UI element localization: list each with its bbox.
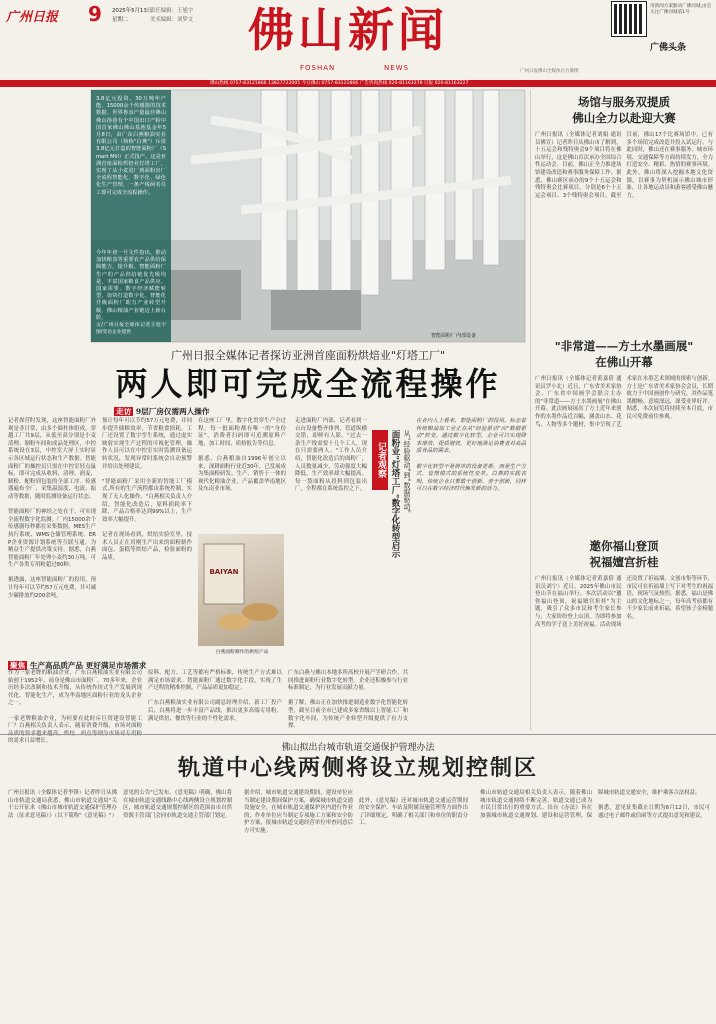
bag-caption: 白燕面粉制作的烘焙产品 (215, 650, 269, 655)
sidebar-tag: 记者观察 (372, 430, 388, 490)
sub2-title: 生产高品质产品 更好满足市场需求 (29, 661, 147, 670)
bottom-col1: 广州日报讯（全媒体记者李锋）记者昨日从佛山市轨道交通局获悉，佛山市轨道交通局"关于公开征求《佛山市城市轨道交通保护管理办法（征求意见稿）》（以下简称"《意见稿》"）意见的公告"已发布。《意见稿》明确，佛山将在城市轨道交通线路中心线两侧设立规划控制区，城市轨道交通规划控制区的范围由市自然资源主管部门会同市轨道交通主管部门划定。 (8, 790, 232, 819)
bottom-col2: 据介绍，城市轨道交通建设期间，建设单位应当制定建设期间保护方案，确保城市轨道交通设施安全。在城市轨道交通保护区内进行作业的，作业单位应当制定专项施工方案和安全防护方案，报城市轨道交通经营单位审查同意后方可实施。 此外，《意见稿》还对城市轨道交通运营期间的安全保护、车站及附属设施管理等方面作出了详细规定，明确了相关部门和单位的职责分工。 (244, 790, 468, 834)
section-subline: 广州日报佛山全媒体官方微博 (520, 69, 579, 74)
qr-label: 广佛头条 (650, 43, 687, 53)
section-en-right: NEWS (384, 64, 410, 72)
sub2-heading (8, 660, 288, 670)
lead-headline: 两人即可完成全流程操作 (115, 365, 501, 403)
bag-photo (198, 534, 284, 646)
issue-weekday: 星期二 (112, 17, 129, 23)
designer-credit: 美术编辑：刘梦文 (150, 17, 194, 23)
sub1-heading (114, 406, 284, 416)
lead-photo-caption: 智能面粉厂内部设备 (431, 333, 477, 339)
right-story-2-title: "非常道——方土水墨画展" 在佛山开幕 (554, 339, 694, 369)
bottom-divider (0, 734, 716, 735)
lead-col1: 记者探营时发现，这座智能面粉厂外观是非日常，由多个圆柱体组成。穿越工厂共9层，从低至高分别是小麦清理、制粉车间和成品处理区，中控系统设在3层，中控室大屏上实时显示各区域运行状态和生产数据。智能面粉厂的操控员只需在中控室轻点鼠标，即可完成从收料、清理、润麦、制粉、配粉到包装的全部工序。传感器遍布全厂，采集温湿度、电流、振动等数据，随时监测设备运行状态。 智能面粉厂的神经之处在于，可实现全流程数字化监测。厂内15000余个传感器每秒都在采集数据，MES生产执行系统、WMS仓储管理系统、ERP企业资源计划系统等互联互通，为精益生产提供决策支持。据悉，白燕智能面粉厂年处理小麦约30万吨，可生产各类专用粉超过80种。 据透露，这座智能面粉厂的投用，预计每年可以节约57万元电费，并可减少碳排放约200余吨。 (8, 418, 96, 599)
lead-kicker: 广州日报全媒体记者探访亚洲首座面粉烘焙业"灯塔工厂" (170, 349, 446, 362)
right-story-2-body: 广州日报讯（全媒体记者黄嘉倩 通讯员罗小北）近日，广东省美术家协会、广东省中国画学会联合主办的"非常道——方土水墨画展"在佛山开幕。此次画展展出了方土近年来创作的水墨作品近百幅，涵盖山水、花鸟、人物等多个题材，集中呈现了艺术家在水墨艺术领域的探索与创新。方土是广东省美术家协会会员，长期致力于中国画创作与研究，其作品笔墨酣畅、意境深远，深受业界好评。据悉，本次展览将持续至本月底，市民可免费前往参观。 (535, 376, 713, 428)
paper-logo: 广州日报 (6, 10, 59, 25)
section-title: 佛山新闻 (248, 3, 448, 57)
lead-col6: 原料、配方、工艺等都有严格标准，传统生产方式难以满足市场需求。智能面粉厂通过数字化手段，实现了生产过程的精准控制，产品品质更加稳定。 广东白燕粮油实业有限公司副总经理介绍，新工厂投产后，白燕将进一步丰富产品线，推出更多高端专用粉，满足烘焙、餐饮等行业的个性化需求。 (148, 670, 282, 722)
lead-col8: 在业内人士看来，智能面粉厂的投用，标志着传统粮油加工业正在从"经验驱动"向"数据驱动"转变。通过数字化转型，企业可以实现降本增效、提质增效，更好地满足消费者对高品质食品的需求。 数字化转型不是简单的设备更新，而是生产方式、管理模式的系统性变革。白燕的实践表明，传统企业只要敢于创新、善于创新，同样可以在数字经济时代焕发新的活力。 (416, 418, 526, 493)
qr-code[interactable] (612, 2, 646, 36)
sidebar-box (372, 430, 412, 666)
bottom-col3: 佛山市轨道交通局相关负责人表示，随着佛山城市轨道交通网络不断完善，轨道交通已成为市民日常出行的重要方式。出台《办法》旨在加强城市轨道交通规划、建设和运营管理，保障城市轨道交通安全，维护乘客合法权益。 据悉，意见征集截止日期为6月12日，市民可通过电子邮件或信函等方式提出意见和建议。 (480, 790, 710, 819)
sidebar-subtitle: 从"经验驱动"到"数据驱动" (403, 430, 411, 513)
issue-date: 2025年5月13日 (112, 8, 153, 14)
right-story-3-title: 邀你福山登顶 祝福嬗宫折桂 (589, 539, 659, 569)
bottom-kicker: 佛山拟出台城市轨道交通保护管理办法 (281, 743, 435, 753)
lead-intro-box (91, 90, 171, 342)
lead-col3: 在这座工厂里，数字化贯穿生产全过程。每一批面粉都有唯一的"身份证"，消费者扫码即可追溯原料产地、加工时间、质检报告等信息。 据悉，白燕粮油自1996年创立以来，深耕面粉行业近30年，已发展成为集面粉研发、生产、销售于一体的现代化粮油企业，产品覆盖华南地区及东南亚市场。 (198, 418, 286, 493)
sub1-tag: 走访 (116, 407, 132, 416)
right-story-1-body: 广州日报讯（全媒体记者刘娟 通讯员佛宣）记者昨日从佛山市了解到，十五运会和残特奥会9个项目将在佛山举行，这是佛山首次承办全国综合性运动会。目前，佛山正全力推进场馆建设改造和赛事服务保障工作。据悉，佛山赛区承办的9个十五运会和残特奥会比赛项目，分别是6个十五运会项目、3个残特奥会项目。截至目前，佛山17个比赛场馆中，已有多个场馆完成改造并投入试运行。与此同时，佛山还在赛事服务、城市环境、交通保障等方面持续发力，全力打造安全、精彩、热情的赛事环境。此外，佛山将深入挖掘本地文化资源，以赛事为契机展示佛山城市形象，让各地运动员和游客感受佛山魅力。 (535, 132, 713, 199)
lead-col7: 广东白燕与佛山本地多所高校开展产学研合作，共同推进面粉行业数字化转型。企业还积极参与行业标准制定，为行业发展贡献力量。 据了解，佛山正在加快推进制造业数字化智能化转型，截至目前全市已建成多家省级以上智能工厂和数字化车间，为传统产业转型升级提供了有力支撑。 (288, 670, 408, 730)
masthead (0, 0, 716, 86)
sub2-tag: 聚焦 (10, 661, 26, 670)
page-number: 9 (88, 2, 102, 26)
hotline-text: 佛山热线 0757-83121866 13827722005 今日佛山 0757-83121866 广告咨询热线 020-81163278 订报 020-81163227 (210, 81, 469, 86)
lead-col4: 走进面粉厂内部，记者看到一台台设备整齐排列，管道纵横交错，却鲜有人影。"过去一条生产线需要十几个工人，现在只需要两人。"工作人员介绍，智能化改造后的面粉厂，人员数量减少，劳动强度大幅降低，生产效率却大幅提高。每一袋面粉从投料到包装出厂，全程都在系统监控之下。 (295, 418, 367, 493)
lead-byline: 文/广州日报全媒体记者王旭宇 图/受访企业提供 (96, 323, 166, 335)
bottom-headline: 轨道中心线两侧将设立规划控制区 (177, 755, 538, 781)
qr-caption: 用新闻方案勤动广佛同城,由是关注广佛同城第1号 (650, 4, 712, 16)
right-story-3-body: 广州日报讯（全媒体记者黄嘉倩 通讯员刘宁）近日，2025年佛山市民登山节在福山举行。本次活动以"邀你福山登顶，祝福嬗宫折桂"为主题，吸引了众多市民和考生家长参与，大家纷纷登上山顶，为即将参加高考的学子送上美好祝福。活动现场还设置了祈福墙、文创市集等环节，市民可在祈福墙上写下对考生的祝福语，现场气氛热烈。据悉，福山是佛山的文化地标之一，每年高考前都有不少家长前来祈福，希望孩子金榜题名。 (535, 576, 713, 628)
bag-label: BAIYAN (209, 568, 239, 576)
section-en-left: FOSHAN (300, 64, 336, 72)
editor-credit: 责任编辑：王旭宇 (150, 8, 194, 14)
lead-intro-text-2: 今年年初一号文件指出，推动加快粮食等重要农产品供给保障能力，提升粮、智能面粉厂生产的产品供给链优先级均是，丰富国家粮食产品供应、国家需要、数字经济赋能转型、加快打造数字化、智能化升级面粉厂助力产业转型升级，佛山粮油产业链迈上新台阶。 (96, 250, 166, 321)
sub1-title: 9层厂房仅需两人操作 (135, 407, 210, 416)
right-story-1-title: 场馆与服务双提质 佛山全力以赴迎大赛 (572, 95, 676, 125)
lead-col5: 作为一家老牌的粮油企业，广东白燕粮油实业有限公司始创于1952年，前身是佛山市面粉厂。70多年来，企业历经多次改制和技术升级，从传统作坊式生产发展到现代化、智能化生产，成为华南地区面粉行业的龙头企业之一。 一家老牌粮油企业，为何要在此时斥巨资建设智能工厂？白燕相关负责人表示，随着消费升级，市场对面粉 的需求日益增长。 (8, 670, 142, 745)
sidebar-title: 面粉业"灯塔工厂"数字化转型启示 (390, 430, 400, 558)
lead-intro-text: 3.8亿元投资、30万吨年产能、15000余个传感器的技术数据、世界鲁食产量最佳佛山佛山扬巷有个中国出口产粉中国首家佛山佛山基地基金年5月8日，由广东白燕粮油实业有限公司（简称"白燕"）斥资3.8亿元打造的智能面粉厂（Smart Mill）正式投产。这是亚洲首座面粉烘焙业灯塔工厂，实现了从小麦进厂到面粉出厂全流程智能化、数字化、绿色化生产管理，一条产线两名员工即可完成全流程操作。 (96, 96, 166, 196)
right-column (530, 90, 714, 730)
lead-col2: 预计每年可以节约57万元电费，并同步提升储粮效率，节省粮食损耗。工厂还设置了数字孪生系统，通过虚实映射实现生产过程的可视化管理，操作人员可以在中控室实时监测设备运转状况，发现异常时系统会自动预警并给出处理建议。 "智能面粉厂采用全新的智能工厂模式,所有的生产流程都由系统控制，实现了无人化操作。"白燕相关负责人介绍，智能化改造后，原料损耗率下降，产品合格率达到99%以上，生产效率大幅提升。 记者在现场看到，烘焙实验室里，技术人员正在用刚生产出来的面粉制作面包、蛋糕等烘焙产品，检验面粉的品质。 (102, 418, 192, 561)
